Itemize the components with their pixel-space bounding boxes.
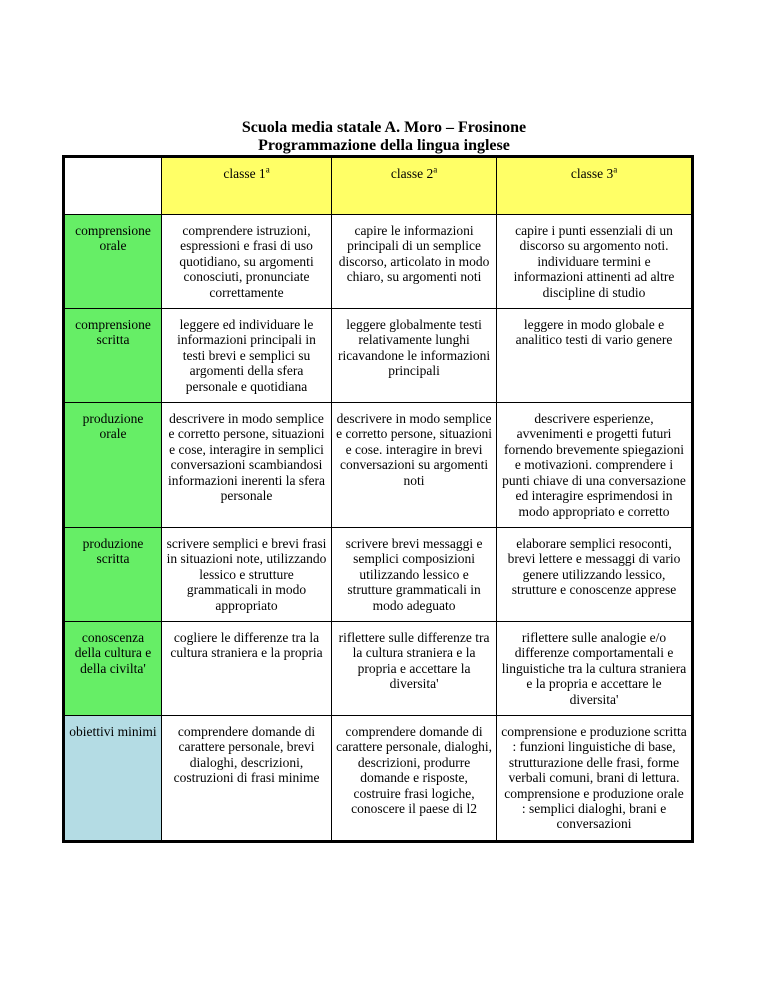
header-classe-2 — [332, 157, 497, 215]
table-cell: leggere ed individuare le informazioni principali in testi brevi e semplici su argomenti della sfera personale e quotidiana — [161, 309, 331, 403]
row-label: conoscenza della cultura e della civilta' — [64, 621, 162, 715]
row-label-obiettivi-minimi: obiettivi minimi — [64, 715, 162, 841]
table-cell: capire le informazioni principali di un semplice discorso, articolato in modo chiaro, su argomenti noti — [332, 215, 497, 309]
table-row — [64, 215, 693, 309]
table-cell: scrivere brevi messaggi e semplici composizioni utilizzando lessico e strutture grammaticali in modo adeguato — [332, 527, 497, 621]
row-label: comprensione orale — [64, 215, 162, 309]
table-cell: riflettere sulle analogie e/o differenze comportamentali e linguistiche tra la cultura straniera e la propria e accettare le diversita' — [497, 621, 693, 715]
table-cell: comprendere istruzioni, espressioni e frasi di uso quotidiano, su argomenti conosciuti, pronunciate correttamente — [161, 215, 331, 309]
row-label: produzione scritta — [64, 527, 162, 621]
header-row — [64, 157, 693, 215]
table-cell: comprendere domande di carattere personale, dialoghi, descrizioni, produrre domande e risposte, costruire frasi logiche, conoscere il paese di l2 — [332, 715, 497, 841]
header-sup: a — [265, 164, 270, 175]
header-classe-1 — [161, 157, 331, 215]
header-sup: a — [433, 164, 438, 175]
table-cell: leggere in modo globale e analitico testi di vario genere — [497, 309, 693, 403]
row-label: produzione orale — [64, 403, 162, 528]
table-row — [64, 527, 693, 621]
header-label: classe 1 — [223, 166, 266, 181]
table-cell: riflettere sulle differenze tra la cultura straniera e la propria e accettare la diversita' — [332, 621, 497, 715]
table-row — [64, 403, 693, 528]
table-cell: descrivere in modo semplice e corretto persone, situazioni e cose, interagire in semplici conversazioni scambiandosi informazioni inerenti la sfera personale — [161, 403, 331, 528]
row-label: comprensione scritta — [64, 309, 162, 403]
table-cell: descrivere esperienze, avvenimenti e progetti futuri fornendo brevemente spiegazioni e motivazioni. comprendere i punti chiave di una conversazione ed interagire esprimendosi in modo appropriato e corretto — [497, 403, 693, 528]
header-classe-3 — [497, 157, 693, 215]
document-heading — [0, 119, 768, 155]
document-title: Scuola media statale A. Moro – Frosinone — [241, 119, 527, 136]
header-label: classe 3 — [570, 166, 614, 181]
table-row — [64, 715, 693, 841]
table-cell: capire i punti essenziali di un discorso su argomento noti. individuare termini e informazioni attinenti ad altre discipline di studio — [497, 215, 693, 309]
table-cell: comprensione e produzione scritta : funzioni linguistiche di base, strutturazione delle frasi, forme verbali comuni, brani di lettura. comprensione e produzione orale : semplici dialoghi, brani e conversazioni — [497, 715, 693, 841]
table-cell: leggere globalmente testi relativamente lunghi ricavandone le informazioni principali — [332, 309, 497, 403]
header-corner-cell — [64, 157, 162, 215]
document-subtitle: Programmazione della lingua inglese — [258, 137, 510, 154]
table-cell: comprendere domande di carattere personale, brevi dialoghi, descrizioni, costruzioni di frasi minime — [161, 715, 331, 841]
header-sup: a — [613, 164, 618, 175]
table-cell: scrivere semplici e brevi frasi in situazioni note, utilizzando lessico e strutture grammaticali in modo appropriato — [161, 527, 331, 621]
header-label: classe 2 — [390, 166, 434, 181]
table-cell: descrivere in modo semplice e corretto persone, situazioni e cose. interagire in brevi conversazioni su argomenti noti — [332, 403, 497, 528]
programmazione-table — [62, 155, 694, 843]
table-row — [64, 621, 693, 715]
table-row — [64, 309, 693, 403]
table-cell: elaborare semplici resoconti, brevi lettere e messaggi di vario genere utilizzando lessico, strutture e conoscenze apprese — [497, 527, 693, 621]
table-cell: cogliere le differenze tra la cultura straniera e la propria — [161, 621, 331, 715]
